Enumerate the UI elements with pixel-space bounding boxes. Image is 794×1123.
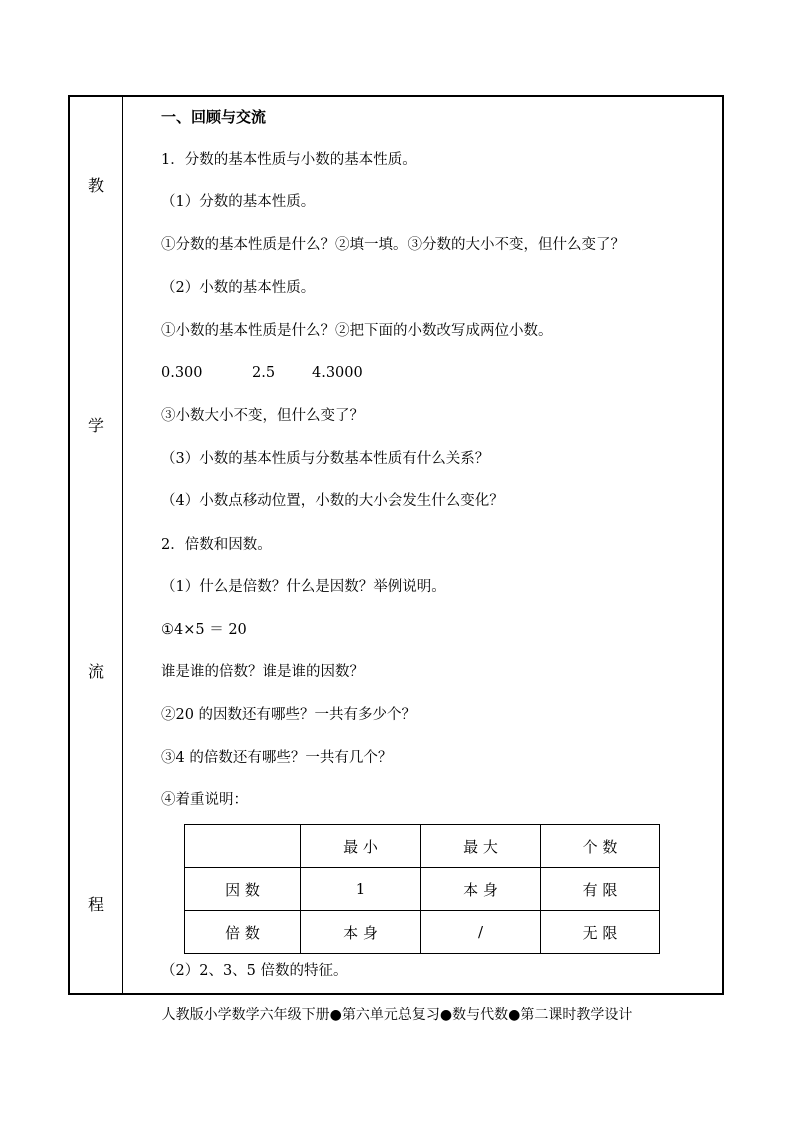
content-line: （1）分数的基本性质。: [161, 194, 316, 210]
content-line: ①小数的基本性质是什么？②把下面的小数改写成两位小数。: [161, 323, 553, 339]
decimal-value: 0.300: [161, 365, 203, 381]
table-cell: [185, 825, 301, 868]
content-line: （1）什么是倍数？什么是因数？举例说明。: [161, 579, 446, 595]
content-line: （3）小数的基本性质与分数基本性质有什么关系？: [161, 451, 490, 467]
table-cell: 1: [301, 868, 421, 911]
side-label: 学: [87, 416, 104, 435]
content-line: （4）小数点移动位置，小数的大小会发生什么变化？: [161, 493, 504, 509]
lesson-frame: [68, 95, 724, 995]
page-footer: 人教版小学数学六年级下册●第六单元总复习●数与代数●第二课时教学设计: [161, 1007, 633, 1023]
table-cell: 无 限: [541, 911, 660, 954]
decimal-value: 4.3000: [312, 365, 363, 381]
decimal-value: 2.5: [252, 365, 276, 381]
table-header-row: [185, 825, 660, 868]
side-label: 程: [87, 895, 104, 914]
section-heading: 一、回顾与交流: [161, 108, 267, 126]
content-line: ②20 的因数还有哪些？一共有多少个？: [161, 707, 417, 723]
content-line: 谁是谁的倍数？谁是谁的因数？: [161, 664, 364, 680]
table-row-label: 倍 数: [185, 911, 301, 954]
content-line: 1．分数的基本性质与小数的基本性质。: [161, 152, 417, 168]
content-line: 2．倍数和因数。: [161, 537, 272, 553]
table-cell: /: [421, 911, 541, 954]
table-row: [185, 911, 660, 954]
factor-multiple-table: [184, 824, 660, 954]
content-line: ③小数大小不变，但什么变了？: [161, 408, 364, 424]
table-cell: 本 身: [301, 911, 421, 954]
table-row: [185, 868, 660, 911]
side-label: 流: [87, 662, 104, 681]
content-line: ③4 的倍数还有哪些？一共有几个？: [161, 750, 393, 766]
content-line: ①4×5 ＝ 20: [161, 622, 247, 638]
content-line: （2）小数的基本性质。: [161, 280, 316, 296]
content-line: （2）2、3、5 倍数的特征。: [161, 963, 348, 979]
table-row-label: 因 数: [185, 868, 301, 911]
side-label-column: [70, 97, 123, 993]
decimal-examples: [161, 363, 363, 383]
table-cell: 本 身: [421, 868, 541, 911]
side-label: 教: [87, 176, 104, 195]
table-header-cell: 个 数: [541, 825, 660, 868]
table-cell: 有 限: [541, 868, 660, 911]
table-header-cell: 最 小: [301, 825, 421, 868]
table-header-cell: 最 大: [421, 825, 541, 868]
content-line: ④着重说明：: [161, 792, 248, 808]
content-line: ①分数的基本性质是什么？②填一填。③分数的大小不变，但什么变了？: [161, 237, 625, 253]
